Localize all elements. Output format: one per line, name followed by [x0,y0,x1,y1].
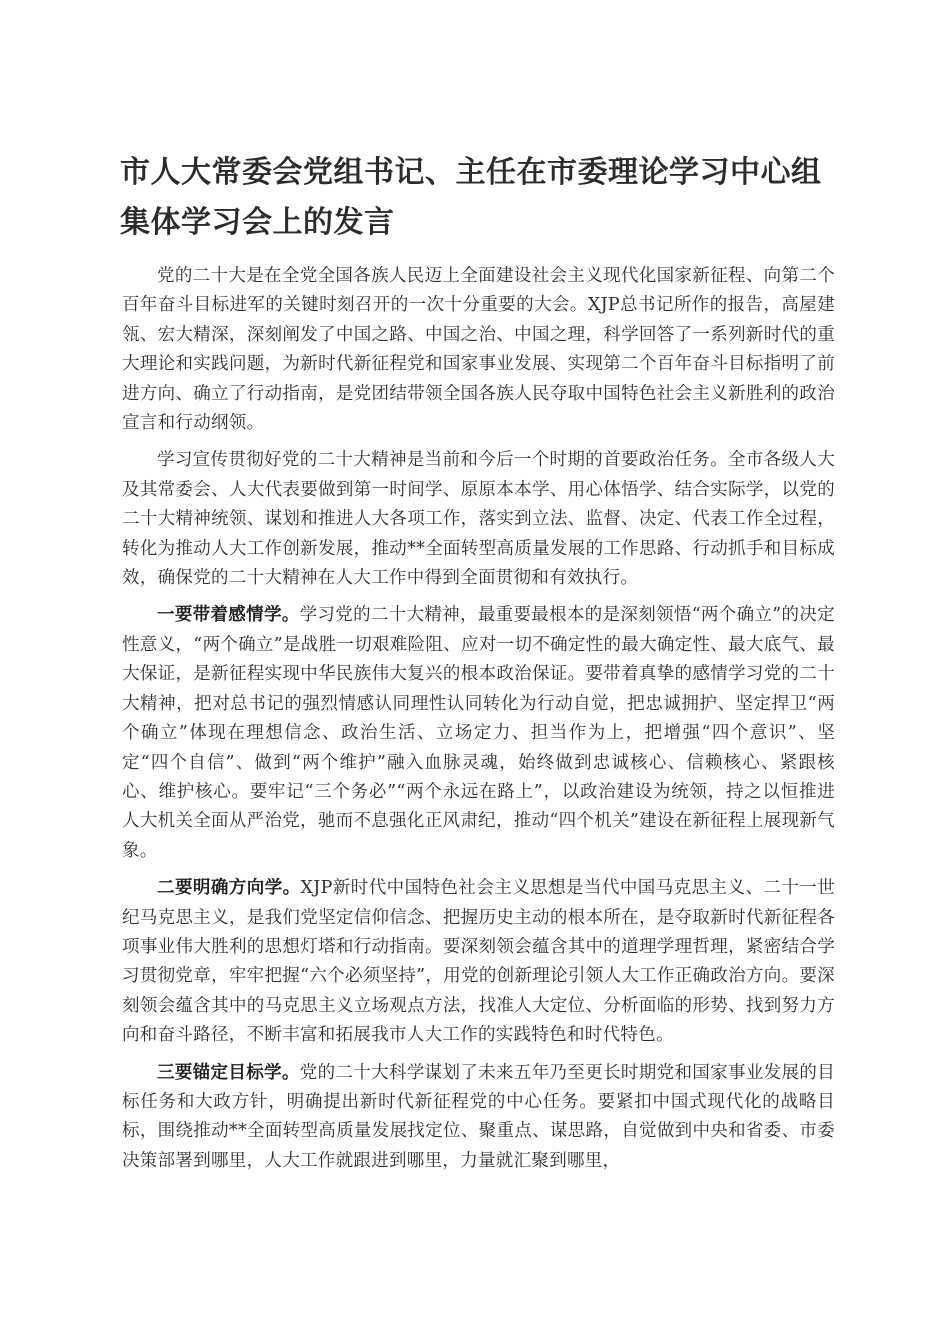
paragraph-lead: 三要锚定目标学。 [157,1062,300,1083]
paragraph-lead: 一要带着感情学。 [157,605,300,626]
document-body [122,262,835,1184]
paragraph-text: 学习宣传贯彻好党的二十大精神是当前和今后一个时期的首要政治任务。全市各级人大及其常委会、人大代表要做到第一时间学、原原本本学、用心体悟学、结合实际学，以党的二十大精神统领、谋划和推进人大各项工作，落实到立法、监督、决定、代表工作全过程，转化为推动人大工作创新发展，推动**全面转型高质量发展的工作思路、行动抓手和目标成效，确保党的二十大精神在人大工作中得到全面贯彻和有效执行。 [122,450,835,589]
paragraph-text: 学习党的二十大精神，最重要最根本的是深刻领悟“两个确立”的决定性意义，“两个确立”是战胜一切艰难险阻、应对一切不确定性的最大确定性、最大底气、最大保证，是新征程实现中华民族伟大复兴的根本政治保证。要带着真挚的感情学习党的二十大精神，把对总书记的强烈情感认同理性认同转化为行动自觉，把忠诚拥护、坚定捍卫“两个确立”体现在理想信念、政治生活、立场定力、担当作为上，把增强“四个意识”、坚定“四个自信”、做到“两个维护”融入血脉灵魂，始终做到忠诚核心、信赖核心、紧跟核心、维护核心。要牢记“三个务必”“两个永远在路上”，以政治建设为统领，持之以恒推进人大机关全面从严治党，驰而不息强化正风肃纪，推动“四个机关”建设在新征程上展现新气象。 [122,605,835,861]
paragraph-lead: 二要明确方向学。 [157,878,301,899]
paragraph-text: XJP新时代中国特色社会主义思想是当代中国马克思主义、二十一世纪马克思主义，是我们党坚定信仰信念、把握历史主动的根本所在，是夺取新时代新征程各项事业伟大胜利的思想灯塔和行动指南。要深刻领会蕴含其中的道理学理哲理，紧密结合学习贯彻党章，牢牢把握“六个必须坚持”，用党的创新理论引领人大工作正确政治方向。要深刻领会蕴含其中的马克思主义立场观点方法，找准人大定位、分析面临的形势、找到努力方向和奋斗路径，不断丰富和拓展我市人大工作的实践特色和时代特色。 [122,878,836,1046]
paragraph-point-2 [122,874,835,1050]
paragraph-text: 党的二十大科学谋划了未来五年乃至更长时期党和国家事业发展的目标任务和大政方针，明确提出新时代新征程党的中心任务。要紧扣中国式现代化的战略目标，围绕推动**全面转型高质量发展找定位、聚重点、谋思路，自觉做到中央和省委、市委决策部署到哪里，人大工作就跟进到哪里，力量就汇聚到哪里， [122,1062,835,1171]
paragraph-task [122,446,835,593]
paragraph-intro [122,262,835,438]
paragraph-point-1 [122,601,835,866]
paragraph-point-3 [122,1059,835,1177]
paragraph-text: 党的二十大是在全党全国各族人民迈上全面建设社会主义现代化国家新征程、向第二个百年奋斗目标进军的关键时刻召开的一次十分重要的大会。XJP总书记所作的报告，高屋建瓴、宏大精深，深刻阐发了中国之路、中国之治、中国之理，科学回答了一系列新时代的重大理论和实践问题，为新时代新征程党和国家事业发展、实现第二个百年奋斗目标指明了前进方向、确立了行动指南，是党团结带领全国各族人民夺取中国特色社会主义新胜利的政治宣言和行动纲领。 [122,266,835,434]
document-title: 市人大常委会党组书记、主任在市委理论学习中心组集体学习会上的发言 [120,155,822,240]
